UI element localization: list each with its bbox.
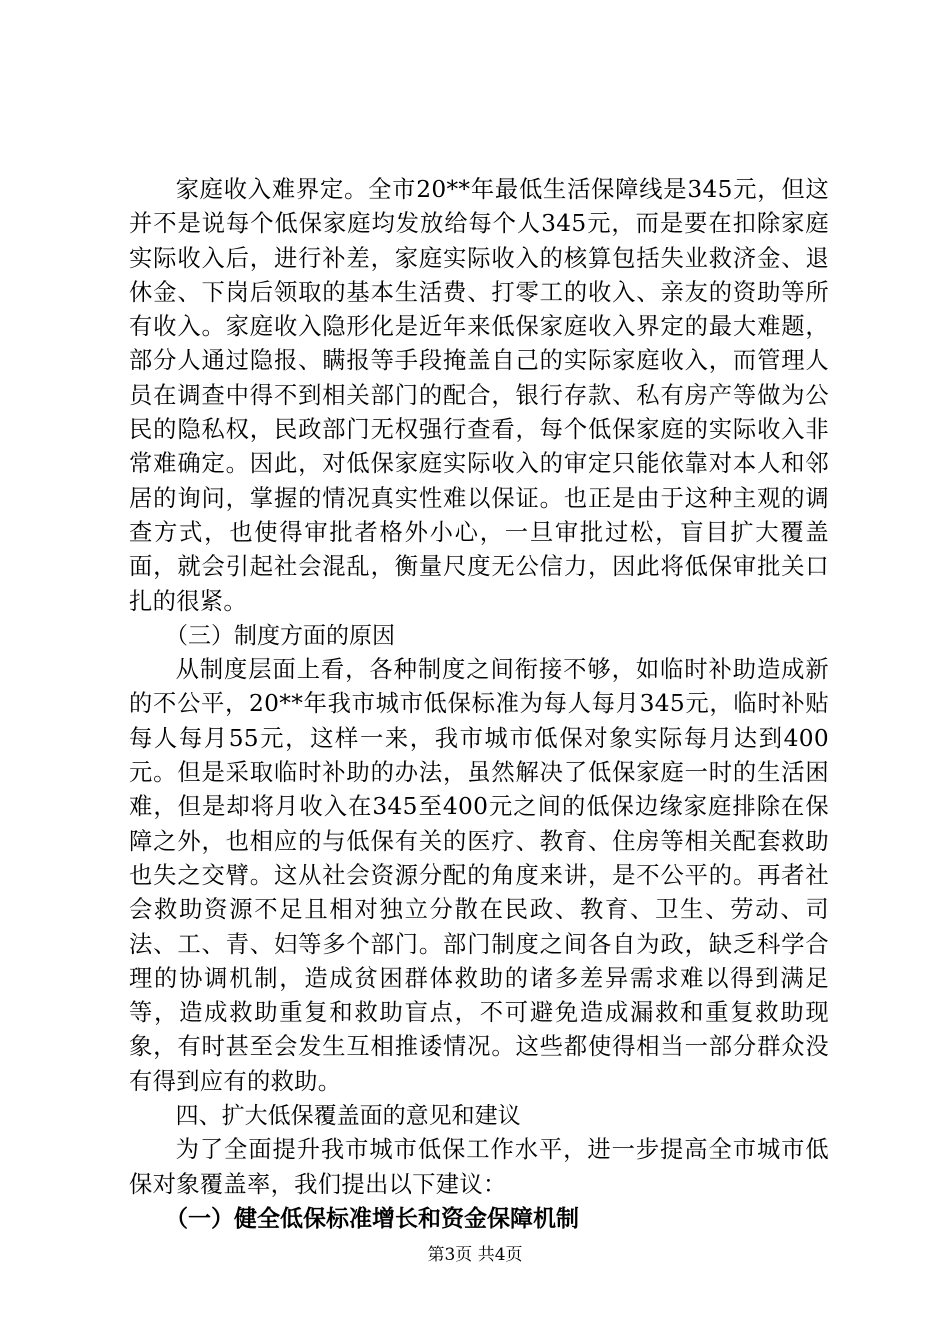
subsection-heading: （一）健全低保标准增长和资金保障机制 bbox=[165, 1205, 579, 1232]
body-paragraph: 家庭收入难界定。全市20**年最低生活保障线是345元，但这并不是说每个低保家庭均发放给每个人345元，而是要在扣除家庭实际收入后，进行补差，家庭实际收入的核算包括失业救济金、退休金、下岗后领取的基本生活费、打零工的收入、亲友的资助等所有收入。家庭收入隐形化是近年来低保家庭收入界定的最大难题，部分人通过隐报、瞒报等手段掩盖自己的实际家庭收入，而管理人员在调查中得不到相关部门的配合，银行存款、私有房产等做为公民的隐私权，民政部门无权强行查看，每个低保家庭的实际收入非常难确定。因此，对低保家庭实际收入的审定只能依靠对本人和邻居的询问，掌握的情况真实性难以保证。也正是由于这种主观的调查方式，也使得审批者格外小心，一旦审批过松，盲目扩大覆盖面，就会引起社会混乱，衡量尺度无公信力，因此将低保审批关口扎的很紧。 bbox=[129, 176, 829, 615]
page-number-footer: 第3页 共4页 bbox=[427, 1245, 523, 1265]
document-body bbox=[129, 173, 829, 1236]
body-paragraph: 为了全面提升我市城市低保工作水平，进一步提高全市城市低保对象覆盖率，我们提出以下建议： bbox=[129, 1136, 829, 1198]
section-heading: （三）制度方面的原因 bbox=[165, 622, 395, 649]
section-heading: 四、扩大低保覆盖面的意见和建议 bbox=[175, 1103, 521, 1130]
body-paragraph: 从制度层面上看，各种制度之间衔接不够，如临时补助造成新的不公平，20**年我市城市低保标准为每人每月345元，临时补贴每人每月55元，这样一来，我市城市低保对象实际每月达到400元。但是采取临时补助的办法，虽然解决了低保家庭一时的生活困难，但是却将月收入在345至400元之间的低保边缘家庭排除在保障之外，也相应的与低保有关的医疗、教育、住房等相关配套救助也失之交臂。这从社会资源分配的角度来讲，是不公平的。再者社会救助资源不足且相对独立分散在民政、教育、卫生、劳动、司法、工、青、妇等多个部门。部门制度之间各自为政，缺乏科学合理的协调机制，造成贫困群体救助的诸多差异需求难以得到满足等，造成救助重复和救助盲点，不可避免造成漏救和重复救助现象，有时甚至会发生互相推诿情况。这些都使得相当一部分群众没有得到应有的救助。 bbox=[129, 656, 829, 1095]
